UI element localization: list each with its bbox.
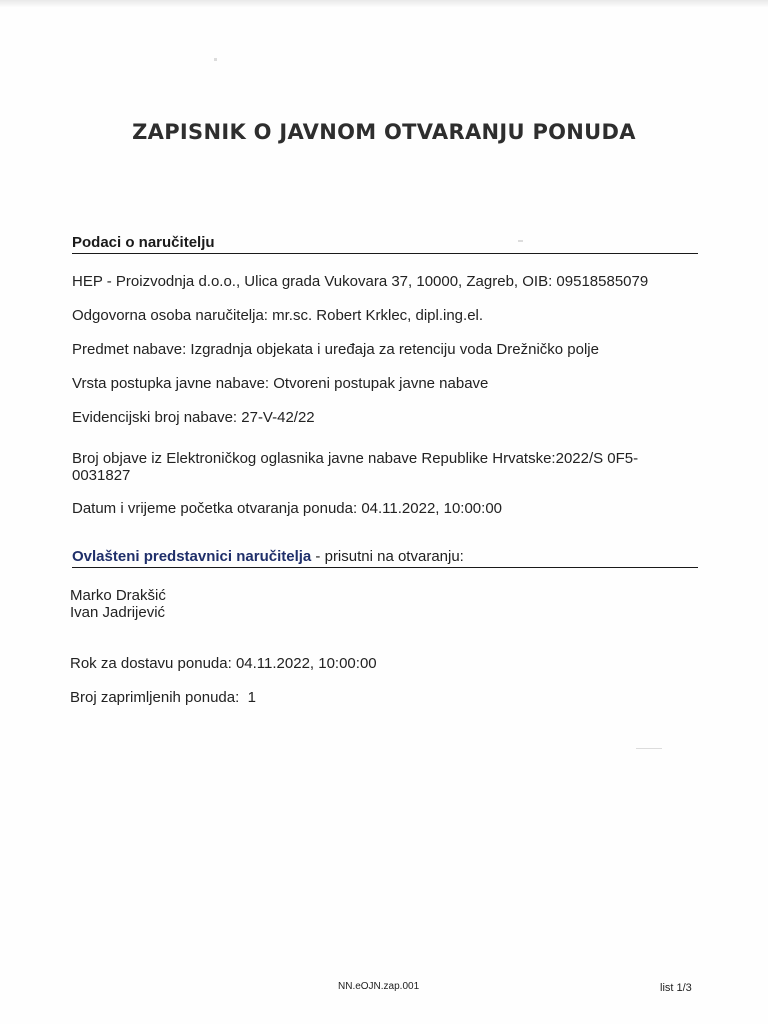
responsible-person-line: Odgovorna osoba naručitelja: mr.sc. Robert Krklec, dipl.ing.el. xyxy=(72,307,484,324)
footer-form-code: NN.eOJN.zap.001 xyxy=(338,981,420,992)
representative-name: Ivan Jadrijević xyxy=(70,604,166,621)
scan-edge xyxy=(0,0,768,8)
record-number-line: Evidencijski broj nabave: 27-V-42/22 xyxy=(72,409,315,426)
deadline-line: Rok za dostavu ponuda: 04.11.2022, 10:00:00 xyxy=(70,655,377,672)
representatives-heading-rest: - prisutni na otvaranju: xyxy=(311,548,464,565)
representatives-heading-bold: Ovlašteni predstavnici naručitelja xyxy=(72,548,312,565)
procedure-type-line: Vrsta postupka javne nabave: Otvoreni postupak javne nabave xyxy=(72,375,489,392)
opening-datetime-line: Datum i vrijeme početka otvaranja ponuda: 04.11.2022, 10:00:00 xyxy=(72,500,503,517)
publication-number-line: Broj objave iz Elektroničkog oglasnika javne nabave Republike Hrvatske:2022/S 0F5-0031827 xyxy=(72,450,639,484)
representative-name: Marko Drakšić xyxy=(70,587,166,604)
scan-speck xyxy=(214,58,217,61)
section-heading-client xyxy=(72,234,698,254)
procurement-subject-line: Predmet nabave: Izgradnja objekata i uređaja za retenciju voda Drežničko polje xyxy=(72,341,599,358)
document-title: ZAPISNIK O JAVNOM OTVARANJU PONUDA xyxy=(132,120,636,144)
footer-page-number: list 1/3 xyxy=(660,982,692,994)
section-heading-representatives xyxy=(72,548,698,568)
received-offers-line: Broj zaprimljenih ponuda: 1 xyxy=(70,689,256,706)
scan-speck xyxy=(636,748,662,749)
section-heading-label: Podaci o naručitelju xyxy=(72,234,215,251)
client-address-line: HEP - Proizvodnja d.o.o., Ulica grada Vukovara 37, 10000, Zagreb, OIB: 09518585079 xyxy=(72,273,649,290)
